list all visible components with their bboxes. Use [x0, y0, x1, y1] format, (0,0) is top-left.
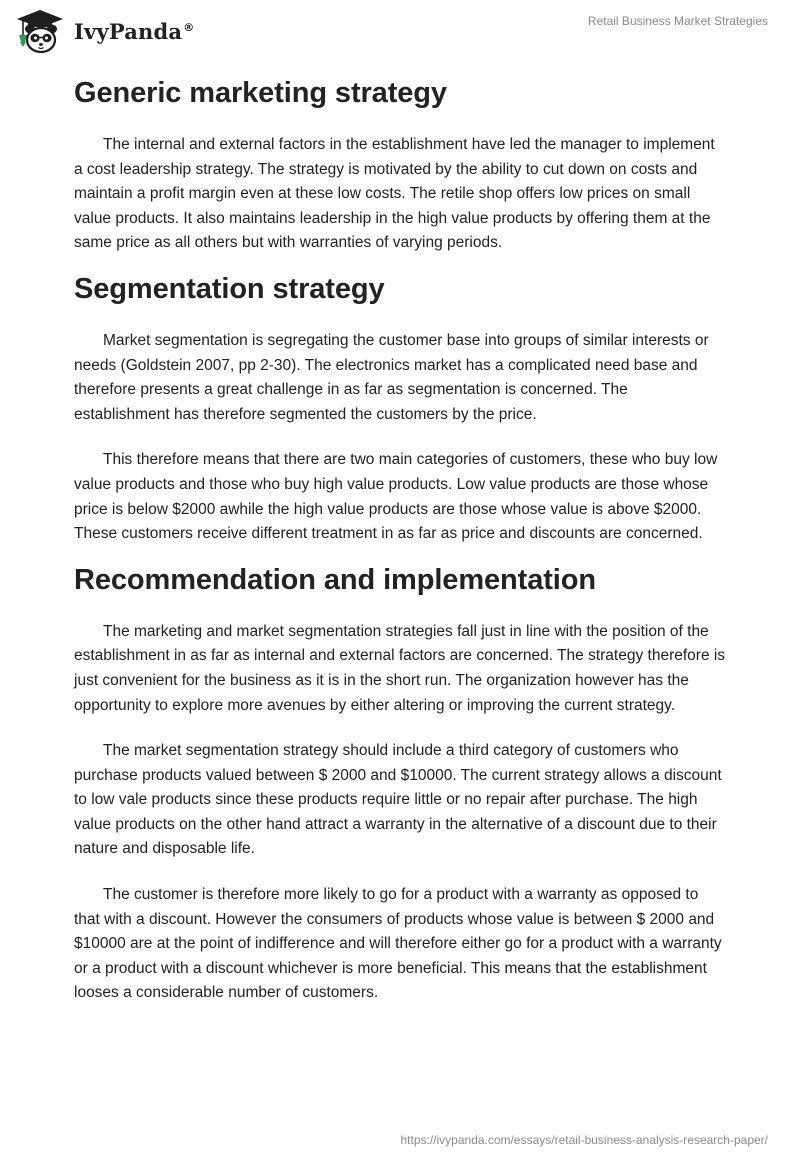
- paragraph: The market segmentation strategy should include a third category of customers who purchase products valued between $ 2000 and $10000. The current strategy allows a discount to low vale products since these products require little or no repair after purchase. The high value products on the other hand attract a warranty in the alternative of a discount due to their nature and disposable life.: [74, 742, 722, 858]
- paragraph: The marketing and market segmentation strategies fall just in line with the position of the establishment in as far as internal and external factors are concerned. The strategy therefore is just convenient for the business as it is in the short run. The organization however has the opportunity to explore more avenues by either altering or improving the current strategy.: [74, 622, 726, 714]
- section-heading-recommendation: Recommendation and implementation: [74, 563, 596, 596]
- brand-name: IvyPanda®: [74, 18, 195, 44]
- document-title: Retail Business Market Strategies: [587, 14, 768, 28]
- paragraph: This therefore means that there are two main categories of customers, these who buy low value products and those who buy high value products. Low value products are those whose price is below $2000 awhile the high value products are those whose value is above $2000. These customers receive different treatment in as far as price and discounts are concerned.: [74, 451, 718, 543]
- brand-logo[interactable]: [14, 8, 194, 56]
- paragraph: The customer is therefore more likely to go for a product with a warranty as opposed to that with a discount. However the consumers of products whose value is between $ 2000 and $10000 are at the point of indifference and will therefore either go for a product with a warranty or a product with a discount whichever is more beneficial. This means that the establishment looses a considerable number of customers.: [74, 886, 722, 1002]
- page-header: [0, 0, 800, 60]
- panda-graduate-icon: [14, 8, 66, 56]
- essay-content: [74, 70, 726, 1006]
- registered-mark: ®: [183, 20, 195, 34]
- paragraph: Market segmentation is segregating the customer base into groups of similar interests or needs (Goldstein 2007, pp 2-30). The electronics market has a complicated need base and therefore presents a great challenge in as far as segmentation is concerned. The establishment has therefore segmented the customers by the price.: [74, 331, 709, 423]
- paragraph: The internal and external factors in the establishment have led the manager to implement a cost leadership strategy. The strategy is motivated by the ability to cut down on costs and maintain a profit margin even at these low costs. The retile shop offers low prices on small value products. It also maintains leadership in the high value products by offering them at the same price as all others but with warranties of varying periods.: [74, 136, 715, 252]
- source-url[interactable]: https://ivypanda.com/essays/retail-business-analysis-research-paper/: [400, 1133, 768, 1147]
- section-heading-generic-marketing: Generic marketing strategy: [74, 77, 447, 109]
- section-heading-segmentation: Segmentation strategy: [74, 272, 385, 305]
